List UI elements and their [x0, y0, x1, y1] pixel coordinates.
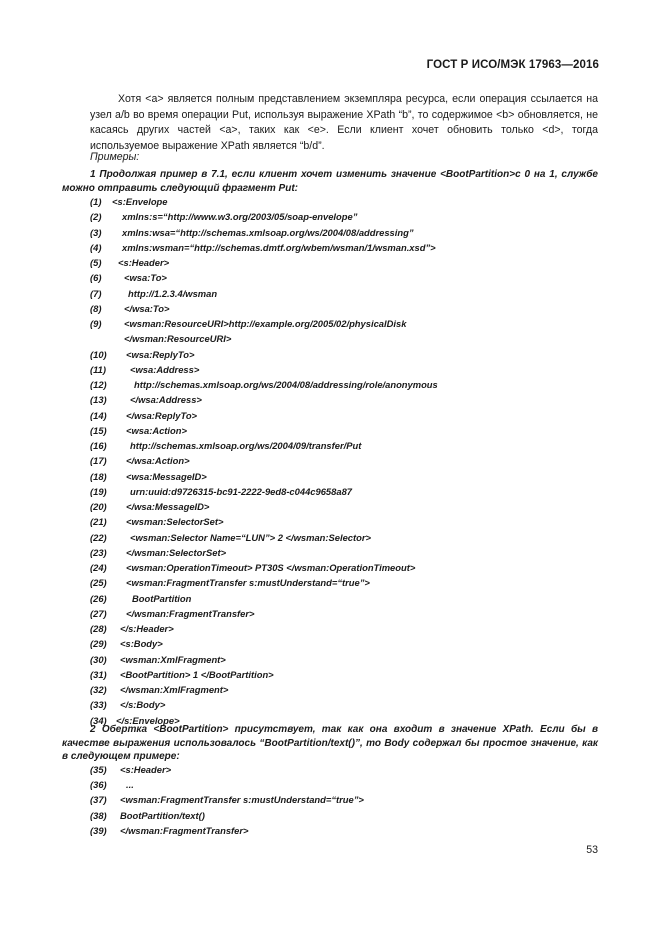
code-line-text: </wsman:SelectorSet> [126, 546, 227, 558]
code-line-number: (14) [90, 409, 107, 421]
code-line-text: </wsa:Action> [126, 455, 190, 467]
document-header: ГОСТ Р ИСО/МЭК 17963—2016 [426, 59, 599, 71]
code-line-text: http://1.2.3.4/wsman [128, 287, 218, 299]
code-line-number: (32) [90, 684, 107, 695]
code-line-text: </wsman:FragmentTransfer> [126, 607, 255, 619]
code-line-number: (31) [90, 668, 107, 680]
code-line-number: (22) [90, 531, 107, 543]
code-line-number: (28) [90, 623, 107, 634]
code-line-text: <wsa:Action> [126, 424, 187, 436]
code-line-text: <s:Header> [120, 764, 172, 775]
code-line-number: (5) [90, 257, 102, 268]
code-line-number: (26) [90, 592, 107, 604]
code-line-text: BootPartition/text() [120, 809, 205, 821]
code-line-text: </s:Body> [120, 699, 166, 711]
code-line-number: (18) [90, 470, 107, 482]
code-line-number: (11) [90, 363, 106, 375]
code-line-number: (29) [90, 638, 107, 650]
code-line-number: (25) [90, 577, 107, 589]
code-line-number: (36) [90, 779, 107, 791]
code-line-number: (15) [90, 424, 107, 436]
code-line-text: <wsman:FragmentTransfer s:mustUnderstand=“true”> [120, 794, 364, 806]
example-note-2: 2 Обертка <BootPartition> присутствует, так как она входит в значение XPath. Если бы в качестве выражения использовалось “BootPartition/text()”, то Body содержал бы простое значение, как в следующем примере: [62, 724, 598, 762]
code-line-number: (39) [90, 824, 107, 836]
code-line-number: (3) [90, 226, 102, 238]
code-line-text: xmlns:wsman=“http://schemas.dmtf.org/wbem/wsman/1/wsman.xsd”> [122, 241, 436, 253]
intro-paragraph: Хотя <a> является полным представлением экземпляра ресурса, если операция ссылается на узел a/b во время операции Put, используя выражение XPath “b”, то содержимое <b> обновляется, не касаясь других частей <a>, таких как <e>. Если клиент хочет обновить только <d>, тогда используемое выражение XPath является “b/d”. [90, 93, 598, 152]
code-line-number: (9) [90, 318, 102, 329]
code-line-number: (2) [90, 211, 102, 223]
code-line-number: (8) [90, 302, 102, 314]
code-line-text: <wsman:ResourceURI>http://example.org/2005/02/physicalDisk [124, 318, 407, 329]
code-line-text: </wsa:Address> [130, 394, 202, 406]
code-line-number: (37) [90, 794, 107, 806]
code-line-number: (17) [90, 455, 107, 467]
code-line-text: </wsman:FragmentTransfer> [120, 824, 249, 836]
code-line-number: (24) [90, 562, 107, 573]
code-line-number: (7) [90, 287, 102, 299]
code-line-text: <s:Header> [118, 257, 170, 268]
code-line-text: <wsman:SelectorSet> [126, 516, 224, 528]
code-line-text: <wsa:To> [124, 272, 167, 284]
code-line-text: <wsman:FragmentTransfer s:mustUnderstand=“true”> [126, 577, 370, 589]
code-line-number: (6) [90, 272, 102, 284]
code-line-number: (35) [90, 764, 107, 775]
code-line-text: </wsa:To> [124, 302, 170, 314]
code-line-number: (13) [90, 394, 107, 406]
code-line-text: BootPartition [132, 592, 192, 604]
code-line-number: (23) [90, 546, 107, 558]
code-line-number: (1) [90, 196, 102, 207]
code-line-number: (34) [90, 714, 107, 726]
code-line-number: (20) [90, 501, 107, 512]
code-line-number: (16) [90, 440, 107, 451]
code-line-text: </wsa:MessageID> [126, 501, 210, 512]
code-line-text: <s:Envelope [112, 196, 168, 207]
code-line-number: (12) [90, 379, 107, 390]
code-line-text: http://schemas.xmlsoap.org/ws/2004/09/transfer/Put [130, 440, 362, 451]
code-line-text: ... [126, 779, 134, 791]
examples-heading: Примеры: [90, 151, 140, 163]
code-line-text: http://schemas.xmlsoap.org/ws/2004/08/addressing/role/anonymous [134, 379, 438, 390]
code-line-number: (27) [90, 607, 107, 619]
page-number: 53 [586, 844, 598, 856]
code-line-text: urn:uuid:d9726315-bc91-2222-9ed8-c044c9658a87 [130, 485, 353, 497]
code-line-text: </s:Header> [120, 623, 174, 634]
code-line-text: </wsman:XmlFragment> [120, 684, 229, 695]
code-line-text: <s:Body> [120, 638, 163, 650]
code-line-number: (21) [90, 516, 107, 528]
code-line-number: (10) [90, 348, 107, 360]
code-line-text: <BootPartition> 1 </BootPartition> [120, 668, 274, 680]
code-line-text: <wsman:Selector Name=“LUN”> 2 </wsman:Selector> [130, 531, 371, 543]
code-line-number: (30) [90, 653, 107, 665]
code-line-text: <wsman:OperationTimeout> PT30S </wsman:OperationTimeout> [126, 562, 416, 573]
code-line-number: (4) [90, 241, 102, 253]
code-line-text: <wsman:XmlFragment> [120, 653, 226, 665]
code-line-number: (19) [90, 485, 107, 497]
code-line-text: xmlns:s=“http://www.w3.org/2003/05/soap-envelope” [122, 211, 358, 223]
code-line-text: </wsman:ResourceURI> [124, 333, 232, 345]
code-line-text: <wsa:MessageID> [126, 470, 207, 482]
code-line-text: xmlns:wsa=“http://schemas.xmlsoap.org/ws/2004/08/addressing” [122, 226, 414, 238]
code-line-text: </wsa:ReplyTo> [126, 409, 198, 421]
code-line-text: </s:Envelope> [116, 714, 180, 726]
example-note-1: 1 Продолжая пример в 7.1, если клиент хочет изменить значение <BootPartition>с 0 на 1, службе можно отправить следующий фрагмент Put: [62, 169, 598, 194]
code-line-text: <wsa:Address> [130, 363, 200, 375]
code-line-text: <wsa:ReplyTo> [126, 348, 195, 360]
code-line-number: (38) [90, 809, 107, 821]
code-line-number: (33) [90, 699, 107, 711]
